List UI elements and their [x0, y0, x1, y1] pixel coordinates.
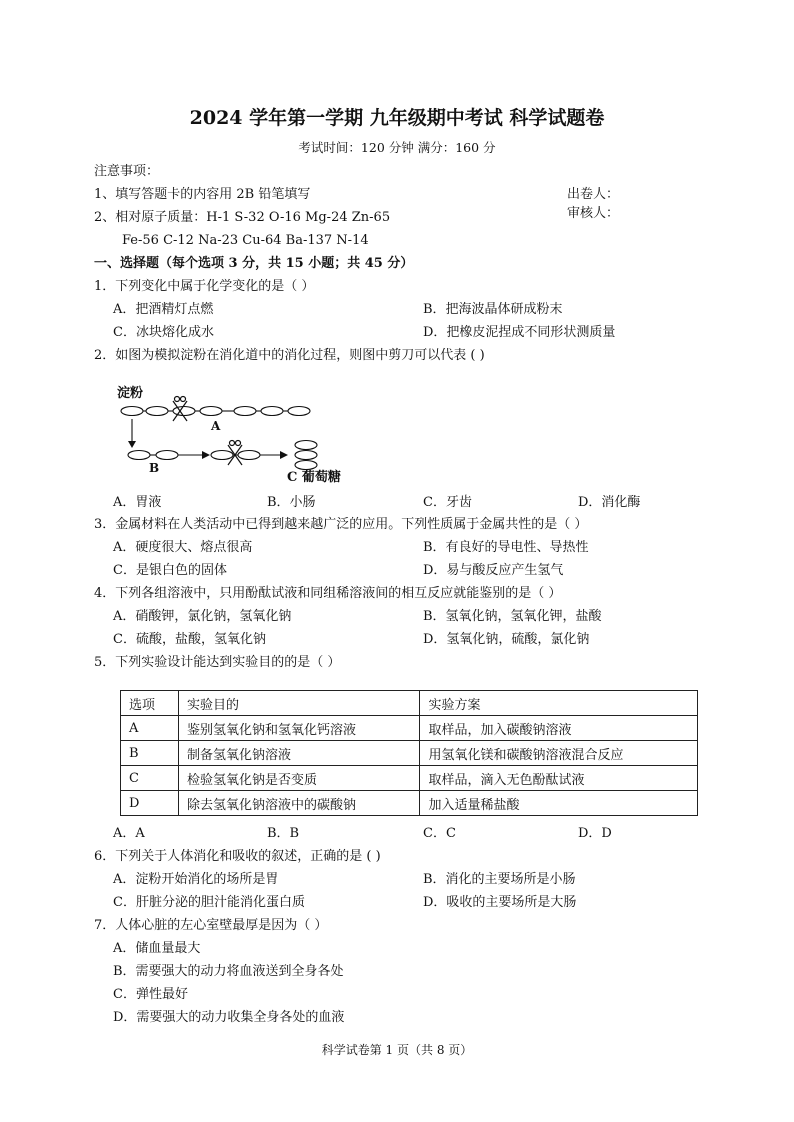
table-header-cell: 选项	[121, 691, 179, 716]
table-cell: B	[121, 741, 179, 766]
table-cell: C	[121, 766, 179, 791]
q6-option-a: A．淀粉开始消化的场所是胃	[113, 872, 279, 887]
q1-option-c: C．冰块熔化成水	[113, 325, 214, 340]
q7-option-a: A．储血量最大	[113, 941, 201, 956]
diagram-label-a: A	[211, 419, 221, 433]
q6-stem: 6．下列关于人体消化和吸收的叙述，正确的是 ( )	[94, 849, 381, 864]
q3-option-c: C．是银白色的固体	[113, 563, 227, 578]
exam-title: 2024 学年第一学期 九年级期中考试 科学试题卷	[189, 107, 605, 129]
q5-option-a: A．A	[113, 826, 145, 841]
table-cell: 取样品，加入碳酸钠溶液	[420, 716, 698, 741]
q7-stem: 7．人体心脏的左心室壁最厚是因为（ ）	[94, 918, 328, 933]
q1-option-d: D．把橡皮泥捏成不同形状测质量	[423, 325, 616, 340]
q4-option-d: D．氢氧化钠，硫酸，氯化钠	[423, 632, 590, 647]
q1-option-a: A．把酒精灯点燃	[113, 302, 214, 317]
table-header-row	[121, 691, 698, 716]
q5-option-d: D．D	[578, 826, 612, 841]
table-row	[121, 766, 698, 791]
q5-stem: 5．下列实验设计能达到实验目的的是（ ）	[94, 655, 341, 670]
table-cell: 制备氢氧化钠溶液	[178, 741, 420, 766]
author-label: 出卷人：	[567, 187, 620, 202]
diagram-label-starch: 淀粉	[117, 386, 144, 401]
table-header-cell: 实验方案	[420, 691, 698, 716]
q6-option-b: B．消化的主要场所是小肠	[423, 872, 576, 887]
diagram-label-b: B	[149, 461, 160, 475]
table-header-cell: 实验目的	[178, 691, 420, 716]
table-row	[121, 716, 698, 741]
table-cell: 鉴别氢氧化钠和氢氧化钙溶液	[178, 716, 420, 741]
exam-subtitle: 考试时间：120 分钟 满分：160 分	[298, 140, 496, 155]
table-cell: 取样品，滴入无色酚酞试液	[420, 766, 698, 791]
page-footer: 科学试卷第 1 页（共 8 页）	[321, 1043, 473, 1057]
q3-option-b: B．有良好的导电性、导热性	[423, 540, 589, 555]
table-row	[121, 741, 698, 766]
q7-option-b: B．需要强大的动力将血液送到全身各处	[113, 964, 344, 979]
q4-option-b: B．氢氧化钠，氢氧化钾，盐酸	[423, 609, 602, 624]
table-cell: A	[121, 716, 179, 741]
experiment-table	[120, 690, 698, 816]
table-cell: 检验氢氧化钠是否变质	[178, 766, 420, 791]
notes-heading: 注意事项：	[94, 164, 160, 179]
q2-stem: 2．如图为模拟淀粉在消化道中的消化过程，则图中剪刀可以代表 ( )	[94, 348, 485, 363]
q3-stem: 3．金属材料在人类活动中已得到越来越广泛的应用。下列性质属于金属共性的是（ ）	[94, 517, 588, 532]
q7-option-d: D．需要强大的动力收集全身各处的血液	[113, 1010, 345, 1025]
notes-line-1: 1、填写答题卡的内容用 2B 铅笔填写	[94, 187, 311, 202]
q4-stem: 4．下列各组溶液中，只用酚酞试液和同组稀溶液间的相互反应就能鉴别的是（ ）	[94, 586, 562, 601]
q3-option-a: A．硬度很大、熔点很高	[113, 540, 253, 555]
q1-stem: 1．下列变化中属于化学变化的是（ ）	[94, 279, 315, 294]
reviewer-label: 审核人：	[567, 206, 620, 221]
table-cell: 用氢氧化镁和碳酸钠溶液混合反应	[420, 741, 698, 766]
diagram-label-c: C 葡萄糖	[287, 470, 341, 485]
q5-option-c: C．C	[423, 826, 456, 841]
table-cell: 除去氢氧化钠溶液中的碳酸钠	[178, 791, 420, 816]
q4-option-c: C．硫酸，盐酸，氢氧化钠	[113, 632, 266, 647]
q6-option-d: D．吸收的主要场所是大肠	[423, 895, 577, 910]
q4-option-a: A．硝酸钾，氯化钠，氢氧化钠	[113, 609, 292, 624]
q7-option-c: C．弹性最好	[113, 987, 188, 1002]
notes-line-2: 2、相对原子质量：H-1 S-32 O-16 Mg-24 Zn-65	[94, 210, 391, 225]
table-cell: 加入适量稀盐酸	[420, 791, 698, 816]
section-heading: 一、选择题（每个选项 3 分，共 15 小题；共 45 分）	[94, 256, 414, 271]
q2-option-d: D．消化酶	[578, 495, 641, 510]
table-cell: D	[121, 791, 179, 816]
q1-option-b: B．把海波晶体研成粉末	[423, 302, 563, 317]
q2-option-b: B．小肠	[267, 495, 316, 510]
table-row	[121, 791, 698, 816]
notes-line-3: Fe-56 C-12 Na-23 Cu-64 Ba-137 N-14	[122, 233, 369, 248]
q2-option-c: C．牙齿	[423, 495, 472, 510]
starch-digestion-diagram	[115, 385, 355, 489]
q2-option-a: A．胃液	[113, 495, 162, 510]
q3-option-d: D．易与酸反应产生氢气	[423, 563, 564, 578]
q6-option-c: C．肝脏分泌的胆汁能消化蛋白质	[113, 895, 305, 910]
q5-option-b: B．B	[267, 826, 300, 841]
